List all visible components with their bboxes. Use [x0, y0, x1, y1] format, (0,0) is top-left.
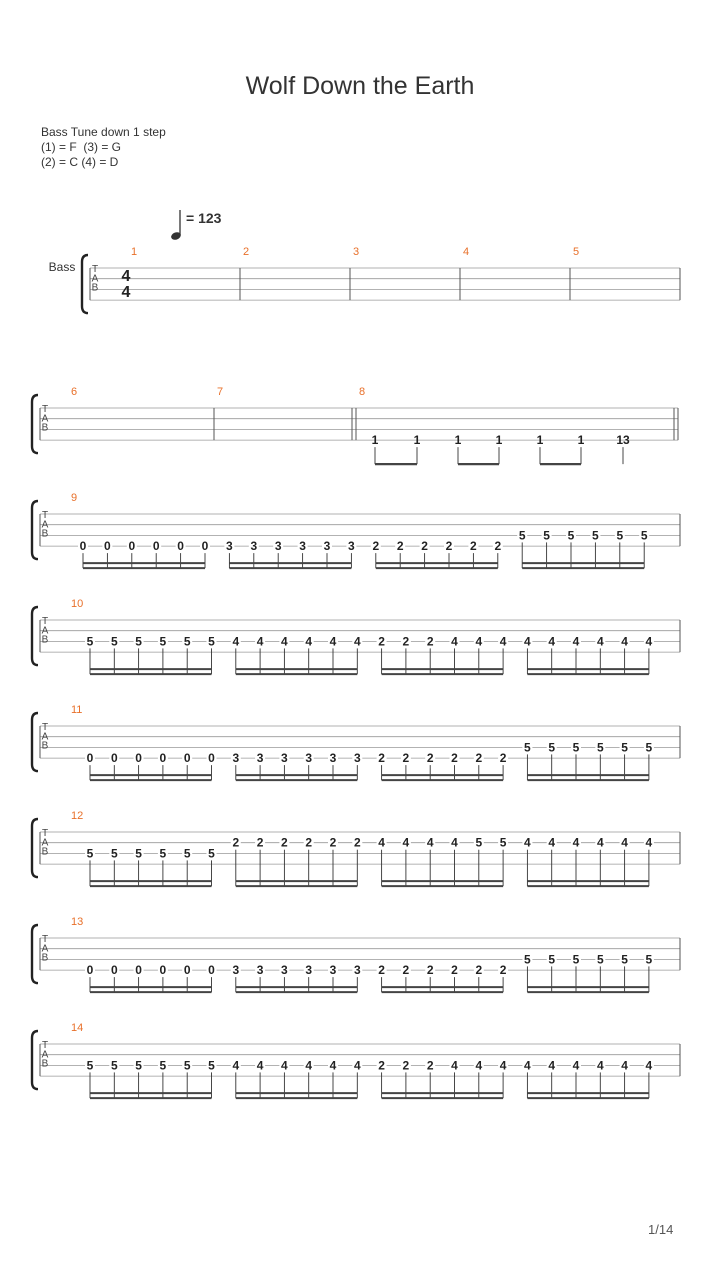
measure-number: 5	[573, 246, 580, 258]
system-bracket	[32, 819, 38, 877]
tab-note: 5	[110, 634, 118, 649]
tab-note: 4	[572, 1058, 580, 1073]
tab-note: 3	[232, 751, 240, 766]
tab-note: 5	[524, 740, 531, 755]
tab-note: 4	[645, 835, 653, 850]
tab-note: 4	[621, 1058, 628, 1073]
tab-note: 5	[543, 528, 550, 543]
tab-note: 4	[232, 1058, 240, 1073]
tab-note: 5	[524, 952, 531, 967]
tab-note: 5	[86, 846, 94, 861]
tab-note: 4	[451, 1058, 458, 1073]
tab-note: 0	[159, 751, 167, 766]
time-signature-bottom: 4	[121, 284, 131, 301]
tab-note: 5	[183, 1058, 191, 1073]
tab-note: 4	[548, 1058, 556, 1073]
measure-number: 8	[359, 386, 366, 398]
tab-note: 0	[208, 963, 215, 978]
measure-number: 13	[71, 916, 84, 928]
system-bracket	[32, 501, 38, 559]
measure-number: 14	[71, 1022, 84, 1034]
tab-note: 4	[524, 1058, 531, 1073]
tab-note: 4	[548, 634, 556, 649]
tab-note: 2	[402, 634, 410, 649]
tab-note: 5	[183, 846, 191, 861]
tab-note: 5	[518, 528, 526, 543]
tab-clef-letter: A	[41, 413, 49, 425]
tab-note: 4	[426, 835, 434, 850]
tab-clef-letter: T	[41, 1040, 49, 1051]
tab-note: 2	[426, 963, 434, 978]
tab-note: 5	[135, 634, 142, 649]
tab-note: 4	[621, 634, 628, 649]
tab-note: 3	[256, 963, 264, 978]
tab-note: 3	[281, 963, 288, 978]
tab-clef-letter: T	[41, 404, 49, 415]
system-bracket	[32, 607, 38, 665]
page-number: 1/14	[648, 1222, 674, 1237]
tab-note: 5	[110, 1058, 118, 1073]
tab-note: 2	[499, 751, 507, 766]
system-bracket	[32, 713, 38, 771]
tab-note: 0	[177, 539, 184, 554]
tab-note: 4	[305, 1058, 313, 1073]
tab-note: 2	[470, 539, 477, 554]
measure-number: 3	[353, 246, 360, 258]
tab-note: 2	[451, 963, 458, 978]
tab-note: 4	[353, 634, 361, 649]
tab-note: 5	[572, 952, 580, 967]
tempo-value: = 123	[186, 210, 222, 226]
tab-note: 4	[451, 835, 458, 850]
tab-note: 4	[451, 634, 458, 649]
tab-note: 2	[445, 539, 453, 554]
tab-note: 5	[475, 835, 483, 850]
tab-note: 3	[232, 963, 240, 978]
tab-clef-letter: B	[41, 422, 49, 434]
tab-note: 5	[640, 528, 648, 543]
tab-note: 0	[110, 751, 118, 766]
tab-note: 0	[104, 539, 111, 554]
tab-note: 4	[402, 835, 410, 850]
tab-note: 0	[86, 751, 94, 766]
tab-note: 2	[232, 835, 240, 850]
tab-note: 2	[378, 963, 385, 978]
time-signature-top: 4	[121, 268, 131, 285]
tab-note: 2	[378, 634, 385, 649]
tab-note: 5	[86, 1058, 94, 1073]
tab-note: 0	[135, 963, 142, 978]
tab-note: 0	[159, 963, 167, 978]
tab-note: 5	[208, 634, 215, 649]
tab-note: 4	[548, 835, 556, 850]
tab-note: 2	[499, 963, 507, 978]
tab-clef-letter: T	[41, 934, 49, 945]
tab-clef-letter: B	[41, 1058, 49, 1070]
tab-clef-letter: B	[41, 846, 49, 858]
tab-note: 2	[402, 1058, 410, 1073]
tab-clef-letter: B	[41, 740, 49, 752]
tab-clef-letter: B	[41, 952, 49, 964]
tab-note: 5	[592, 528, 599, 543]
tab-note: 0	[135, 751, 142, 766]
tab-note: 0	[183, 751, 191, 766]
measure-number: 7	[217, 386, 224, 398]
tab-note: 4	[645, 1058, 653, 1073]
tab-note: 5	[159, 1058, 167, 1073]
tuning-line-1: (1) = F (3) = G	[41, 140, 122, 154]
tab-note: 2	[396, 539, 404, 554]
tab-note: 3	[353, 751, 361, 766]
tab-note: 2	[378, 751, 385, 766]
system-bracket	[32, 395, 38, 453]
tab-note: 4	[596, 634, 604, 649]
tab-note: 0	[201, 539, 209, 554]
tab-note: 1	[371, 433, 379, 448]
tab-note: 4	[281, 634, 288, 649]
tab-clef-letter: A	[41, 837, 49, 849]
tab-note: 4	[645, 634, 653, 649]
tab-note: 4	[572, 835, 580, 850]
tab-clef-letter: T	[91, 264, 99, 275]
tab-note: 0	[183, 963, 191, 978]
tab-note: 4	[524, 634, 531, 649]
tab-note: 3	[323, 539, 331, 554]
tab-note: 2	[329, 835, 337, 850]
measure-number: 9	[71, 492, 78, 504]
tab-note: 5	[86, 634, 94, 649]
tab-note: 2	[305, 835, 313, 850]
tab-note: 3	[256, 751, 264, 766]
tab-note: 4	[305, 634, 313, 649]
tab-note: 4	[329, 1058, 337, 1073]
tab-note: 5	[499, 835, 507, 850]
tab-note: 4	[524, 835, 531, 850]
tab-note: 2	[451, 751, 458, 766]
tab-note: 2	[426, 751, 434, 766]
tab-note: 3	[281, 751, 288, 766]
tab-note: 5	[208, 1058, 215, 1073]
tab-note: 4	[232, 634, 240, 649]
tab-note: 5	[208, 846, 215, 861]
tab-clef-letter: A	[41, 519, 49, 531]
tab-note: 4	[621, 835, 628, 850]
tab-note: 2	[256, 835, 264, 850]
tab-note: 4	[329, 634, 337, 649]
tab-note: 0	[208, 751, 215, 766]
system-bracket	[32, 925, 38, 983]
tab-note: 5	[621, 740, 628, 755]
tab-note: 3	[250, 539, 258, 554]
tab-note: 4	[499, 1058, 507, 1073]
tab-note: 4	[499, 634, 507, 649]
tab-note: 5	[183, 634, 191, 649]
tab-clef-letter: T	[41, 722, 49, 733]
measure-number: 2	[243, 246, 250, 258]
tab-note: 4	[281, 1058, 288, 1073]
tab-note: 5	[596, 740, 604, 755]
tab-note: 5	[548, 740, 556, 755]
tab-note: 0	[79, 539, 87, 554]
tab-note: 5	[572, 740, 580, 755]
tab-note: 5	[596, 952, 604, 967]
tab-note: 0	[152, 539, 160, 554]
system-bracket	[82, 255, 88, 313]
tab-note: 3	[226, 539, 233, 554]
tab-note: 5	[135, 846, 142, 861]
tab-note: 13	[616, 433, 630, 448]
tab-note: 4	[256, 634, 264, 649]
tab-clef-letter: T	[41, 616, 49, 627]
tab-note: 1	[454, 433, 462, 448]
tab-clef-letter: B	[41, 528, 49, 540]
tab-note: 1	[413, 433, 421, 448]
measure-number: 10	[71, 598, 84, 610]
instrument-label: Bass	[48, 260, 76, 274]
tuning-line-2: (2) = C (4) = D	[41, 155, 119, 169]
tab-note: 0	[110, 963, 118, 978]
tab-note: 5	[548, 952, 556, 967]
tab-note: 3	[274, 539, 282, 554]
tab-note: 2	[475, 963, 483, 978]
tab-note: 4	[256, 1058, 264, 1073]
tab-note: 2	[426, 1058, 434, 1073]
tab-note: 3	[305, 963, 313, 978]
tab-note: 4	[572, 634, 580, 649]
tab-note: 2	[421, 539, 428, 554]
tab-note: 1	[495, 433, 503, 448]
tab-clef-letter: A	[41, 731, 49, 743]
tab-note: 3	[305, 751, 313, 766]
tab-note: 5	[645, 952, 653, 967]
tab-note: 4	[596, 1058, 604, 1073]
measure-number: 1	[130, 246, 138, 258]
tab-note: 5	[159, 634, 167, 649]
song-title: Wolf Down the Earth	[245, 72, 475, 100]
tab-note: 5	[567, 528, 575, 543]
system-bracket	[32, 1031, 38, 1089]
tab-note: 4	[378, 835, 385, 850]
tab-clef-letter: T	[41, 828, 49, 839]
tab-note: 2	[378, 1058, 385, 1073]
tab-clef-letter: A	[41, 625, 49, 637]
tab-note: 4	[475, 634, 483, 649]
tab-note: 0	[128, 539, 136, 554]
tab-note: 5	[645, 740, 653, 755]
tab-note: 2	[281, 835, 288, 850]
tab-note: 2	[426, 634, 434, 649]
tab-note: 2	[353, 835, 361, 850]
tab-note: 1	[577, 433, 585, 448]
measure-number: 6	[71, 386, 78, 398]
tab-note: 3	[329, 751, 337, 766]
tab-note: 4	[596, 835, 604, 850]
measure-number: 4	[463, 246, 470, 258]
tab-note: 5	[135, 1058, 142, 1073]
tab-clef-letter: A	[41, 943, 49, 955]
tab-note: 3	[329, 963, 337, 978]
tab-note: 1	[536, 433, 544, 448]
tab-note: 2	[372, 539, 380, 554]
tab-note: 5	[110, 846, 118, 861]
tab-clef-letter: A	[91, 273, 99, 285]
tab-clef-letter: A	[41, 1049, 49, 1061]
tab-note: 5	[621, 952, 628, 967]
tab-clef-letter: B	[91, 282, 99, 294]
tab-note: 4	[353, 1058, 361, 1073]
tab-clef-letter: T	[41, 510, 49, 521]
tab-note: 2	[494, 539, 502, 554]
tab-note: 3	[348, 539, 355, 554]
tuning-heading: Bass Tune down 1 step	[41, 125, 166, 139]
measure-number: 12	[71, 810, 84, 822]
tab-note: 3	[299, 539, 306, 554]
measure-number: 11	[71, 704, 83, 716]
tab-note: 4	[475, 1058, 483, 1073]
tab-note: 3	[353, 963, 361, 978]
tab-note: 2	[475, 751, 483, 766]
tab-clef-letter: B	[41, 634, 49, 646]
tab-note: 5	[159, 846, 167, 861]
tab-note: 5	[616, 528, 624, 543]
tab-note: 2	[402, 963, 410, 978]
tab-note: 2	[402, 751, 410, 766]
tab-note: 0	[86, 963, 94, 978]
